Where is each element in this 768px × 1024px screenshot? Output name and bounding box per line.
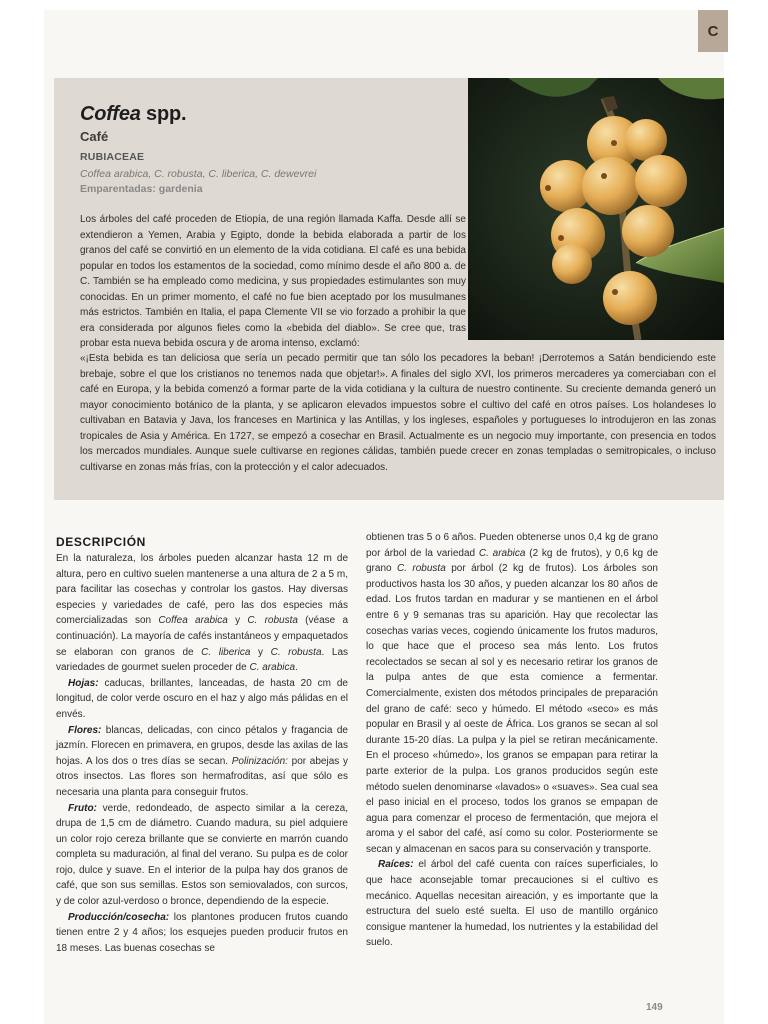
coffee-berries-photo — [468, 78, 724, 340]
section-tab — [698, 10, 728, 52]
description-heading: DESCRIPCIÓN — [56, 535, 146, 549]
species-name: Coffea arabica — [158, 615, 228, 627]
produccion-label: Producción/cosecha: — [68, 911, 170, 923]
description-right-column — [366, 530, 658, 951]
text-run: En la naturaleza, los árboles pueden alcanzar hasta 12 m de altura, pero en cultivo suelen mantenerse a una altura de 2 a 5 m, para facilitar las cosechas y controlar los gastos. Hay diversas especies y variedades de café, pero las dos especies más comercializadas son — [56, 553, 348, 627]
text-run: (2 kg de frutos), y 0,6 kg de grano — [366, 547, 659, 575]
species-name: C. liberica — [201, 646, 251, 658]
page-title — [80, 102, 460, 126]
title-suffix: spp. — [140, 103, 187, 125]
text-run: por árbol (2 kg de frutos). Los árboles son productivos hasta los 30 años, y pueden alcanzar los 80 años de edad. Los frutos tardan en madurar y se mantienen en el árbol entre 6 y 9 semanas tras su aparición. Hay que recolectar las cosechas varias veces, cogiendo únicamente los frutos maduros, lo que hace que el proceso sea más lento. Los frutos recolectados se secan al sol y es necesario retirar los granos de la pulpa antes de que esta comience a fermentar. Comercialmente, existen dos métodos principales de preparación del grano de café: seco y húmedo. El método «seco» es más popular en Brasil y al oeste de África. Los granos se secan al sol durante 15-20 días. La pulpa y la piel se retiran mecánicamente. En el proceso «húmedo», los granos se empapan para retirar la parte exterior de la pulpa. Los granos producidos según este método suelen denominarse «lavados» o «suaves». Sea cual sea el paso inicial en el proceso, todos los granos se empapan de agua para comenzar el proceso de fermentación, que mejora el aroma y el sabor del café, así como su color. Posteriormente se secan y almacenan en sacos para su conservación y transporte. — [366, 563, 658, 855]
species-list: Coffea arabica, C. robusta, C. liberica, C. dewevrei — [80, 168, 317, 180]
text-run: . — [295, 662, 298, 674]
text-run: y — [250, 646, 271, 658]
raices-paragraph — [366, 857, 658, 951]
intro-full-block — [80, 351, 716, 475]
hojas-paragraph — [56, 676, 348, 723]
title-block — [80, 102, 460, 197]
flores-label: Flores: — [68, 724, 102, 736]
description-left-column — [56, 530, 348, 956]
polinizacion-label: Polinización: — [231, 755, 288, 767]
raices-text: el árbol del café cuenta con raíces superficiales, lo que hace aconsejable tomar precauciones si el cultivo es mecánico. Aquellas necesitan aireación, y es importante que la estructura del suelo esté suelta. El uso de mantillo orgánico consigue mantener la humedad, los nutrientes y la estabilidad del suelo. — [366, 859, 658, 949]
species-name: C. arabica — [478, 547, 526, 559]
coffee-berries-illustration — [468, 78, 724, 340]
hojas-label: Hojas: — [68, 677, 99, 689]
fruto-label: Fruto: — [68, 802, 97, 814]
fruto-paragraph — [56, 801, 348, 910]
title-genus: Coffea — [80, 103, 141, 125]
fruto-text: verde, redondeado, de aspecto similar a la cereza, drupa de 1,5 cm de diámetro. Cuando madura, su piel adquiere un color rojo cereza brillante que se convierte en marrón cuando completa su maduración, al final del verano. Su pulpa es de color rojo, dulce y suave. En el interior de la pulpa hay dos granos de café, que son sus semillas. Estos son semiovalados, con surcos, y de color azul-verdoso o bronce, dependiendo de la especie. — [56, 802, 348, 908]
section-tab-letter: C — [707, 22, 719, 40]
intro-paragraph-wrapped: Los árboles del café proceden de Etiopía, de una región llamada Kaffa. Desde allí se extendieron a Yemen, Arabia y Egipto, donde la bebida elaborada a partir de los granos del café se convirtió en un elemento de la vida cotidiana. El café es una bebida popular en todos los estamentos de la sociedad, como mínimo desde el año 800 a. de C. También se ha empleado como medicina, y sus propiedades estimulantes son muy conocidas. En un primer momento, el café no fue bien aceptado por los musulmanes más estrictos. También en Italia, el papa Clemente VII se vio forzado a prohibir la que era considerada por algunos fieles como la «bebida del diablo». Se cree que, tras probar esta nueva bebida oscura y de aroma intenso, exclamó: — [80, 214, 466, 349]
intro-wrapped-block — [80, 212, 466, 352]
page-number: 149 — [646, 1002, 663, 1013]
description-paragraph — [56, 551, 348, 676]
species-name: C. robusta — [397, 563, 446, 575]
polinizacion-text: por abejas y otros insectos. Las flores son hermafroditas, así que sólo es necesaria una planta para conseguir frutos. — [56, 755, 348, 798]
intro-paragraph-full: «¡Esta bebida es tan deliciosa que sería un pecado permitir que tan sólo los pecadores la beban! ¡Derrotemos a Satán bendiciendo este brebaje, sobre el que los cristianos no tenemos nada que objetar!». A finales del siglo XVI, los primeros mercaderes ya comerciaban con el café en Europa, y la bebida comenzó a formar parte de la vida cotidiana y la cultura de nuestro continente. Su creciente demanda generó un mayor conocimiento botánico de la planta, y se aplicaron elevados impuestos sobre el cultivo del café en otros países. Los holandeses lo cultivaban en Batavia y Java, los franceses en Martinica y las Antillas, y los ingleses, españoles y portugueses lo introdujeron en las zonas tropicales de Asia y América. En 1727, se empezó a cosechar en Brasil. Actualmente es un negocio muy importante, con presencia en todos los mercados mundiales. Aunque suele cultivarse en regiones cálidas, también puede crecer en zonas templadas o semitropicales, o incluso cultivarse en zonas más frías, con la protección y el calor adecuados. — [80, 353, 716, 473]
produccion-text: los plantones producen frutos cuando tienen entre 2 y 4 años; los esquejes pueden producir frutos en 18 meses. Las buenas cosechas se — [56, 911, 348, 954]
common-name: Café — [80, 129, 109, 144]
produccion-paragraph — [56, 910, 348, 957]
flores-paragraph — [56, 723, 348, 801]
text-run: y — [227, 615, 248, 627]
species-name: C. arabica — [249, 662, 296, 674]
hojas-text: caducas, brillantes, lanceadas, de hasta 20 cm de longitud, de color verde oscuro en el haz y algo más pálidas en el envés. — [56, 677, 348, 720]
text-run: . Las variedades de gourmet suelen proceder de — [56, 646, 349, 674]
raices-label: Raíces: — [378, 859, 414, 871]
family-name: RUBIACEAE — [80, 151, 145, 163]
species-name: C. robusta — [247, 615, 298, 627]
species-name: C. robusta — [270, 646, 322, 658]
flores-text: blancas, delicadas, con cinco pétalos y fragancia de jazmín. Florecen en primavera, en grupos, desde las axilas de las hojas. A los dos o tres días se secan. — [56, 724, 348, 767]
produccion-continued-paragraph — [366, 530, 658, 857]
text-run: (véase a continuación). La mayoría de cafés instantáneos y empaquetados se elaboran con granos de — [56, 615, 349, 658]
related-plants: Emparentadas: gardenia — [80, 183, 203, 195]
text-run: obtienen tras 5 o 6 años. Pueden obtenerse unos 0,4 kg de grano por árbol de la variedad — [366, 532, 658, 559]
